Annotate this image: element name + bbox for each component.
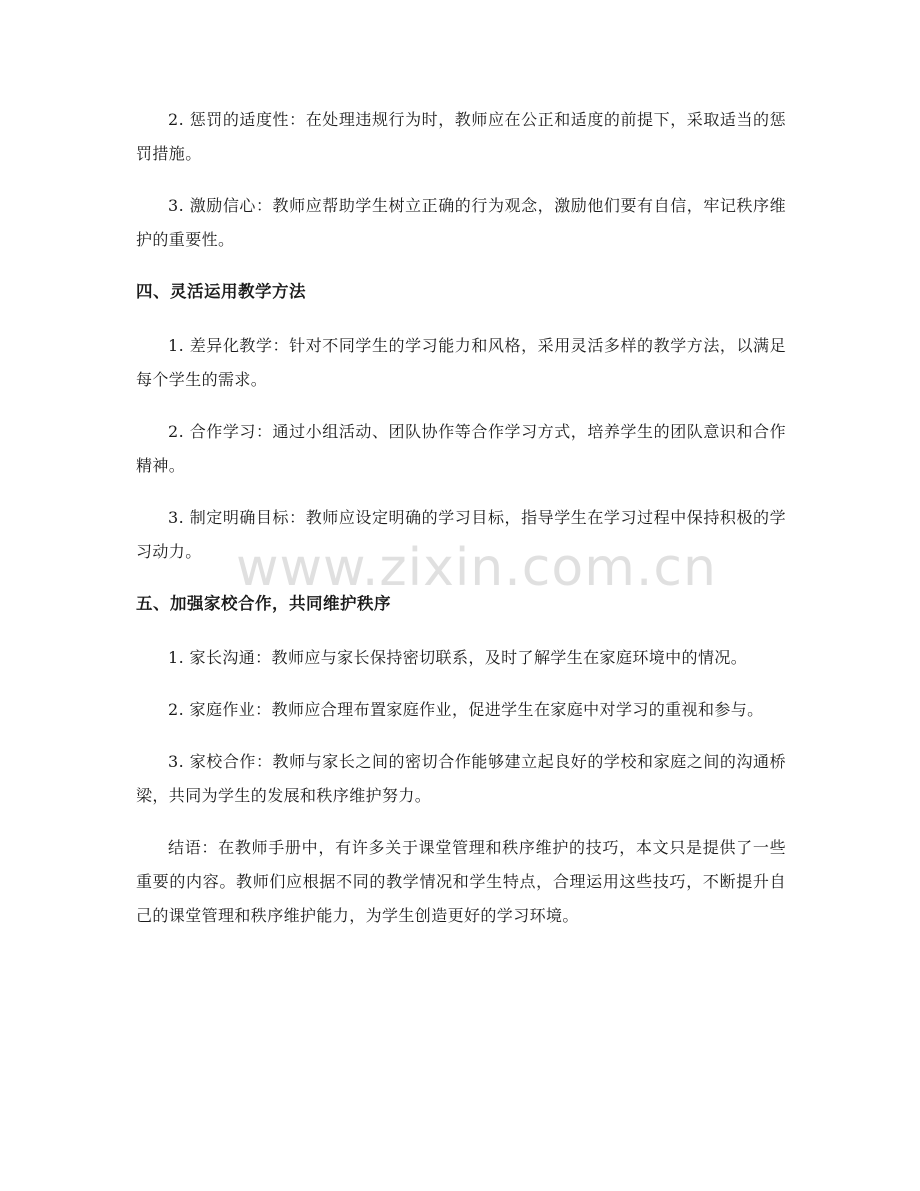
paragraph-homework: 2. 家庭作业：教师应合理布置家庭作业，促进学生在家庭中对学习的重视和参与。	[168, 700, 764, 719]
paragraph-differentiated-teaching: 1. 差异化教学：针对不同学生的学习能力和风格，采用灵活多样的教学方法，以满足每个学生的需求。	[136, 336, 786, 389]
paragraph-parent-communication: 1. 家长沟通：教师应与家长保持密切联系，及时了解学生在家庭环境中的情况。	[168, 648, 748, 667]
paragraph-penalty-moderation: 2. 惩罚的适度性：在处理违规行为时，教师应在公正和适度的前提下，采取适当的惩罚措施。	[136, 110, 786, 163]
paragraph-home-school-cooperation: 3. 家校合作：教师与家长之间的密切合作能够建立起良好的学校和家庭之间的沟通桥梁，共同为学生的发展和秩序维护努力。	[136, 752, 786, 805]
section-heading-5: 五、加强家校合作，共同维护秩序	[136, 594, 391, 613]
paragraph-conclusion: 结语：在教师手册中，有许多关于课堂管理和秩序维护的技巧，本文只是提供了一些重要的内容。教师们应根据不同的教学情况和学生特点，合理运用这些技巧，不断提升自己的课堂管理和秩序维护能力，为学生创造更好的学习环境。	[136, 838, 786, 925]
document-body	[136, 103, 786, 951]
paragraph-clear-goals: 3. 制定明确目标：教师应设定明确的学习目标，指导学生在学习过程中保持积极的学习动力。	[136, 508, 786, 561]
watermark: www.zixin.com.cn	[236, 538, 717, 598]
section-heading-4: 四、灵活运用教学方法	[136, 282, 306, 301]
paragraph-cooperative-learning: 2. 合作学习：通过小组活动、团队协作等合作学习方式，培养学生的团队意识和合作精神。	[136, 422, 786, 475]
paragraph-encourage-confidence: 3. 激励信心：教师应帮助学生树立正确的行为观念，激励他们要有自信，牢记秩序维护的重要性。	[136, 196, 786, 249]
